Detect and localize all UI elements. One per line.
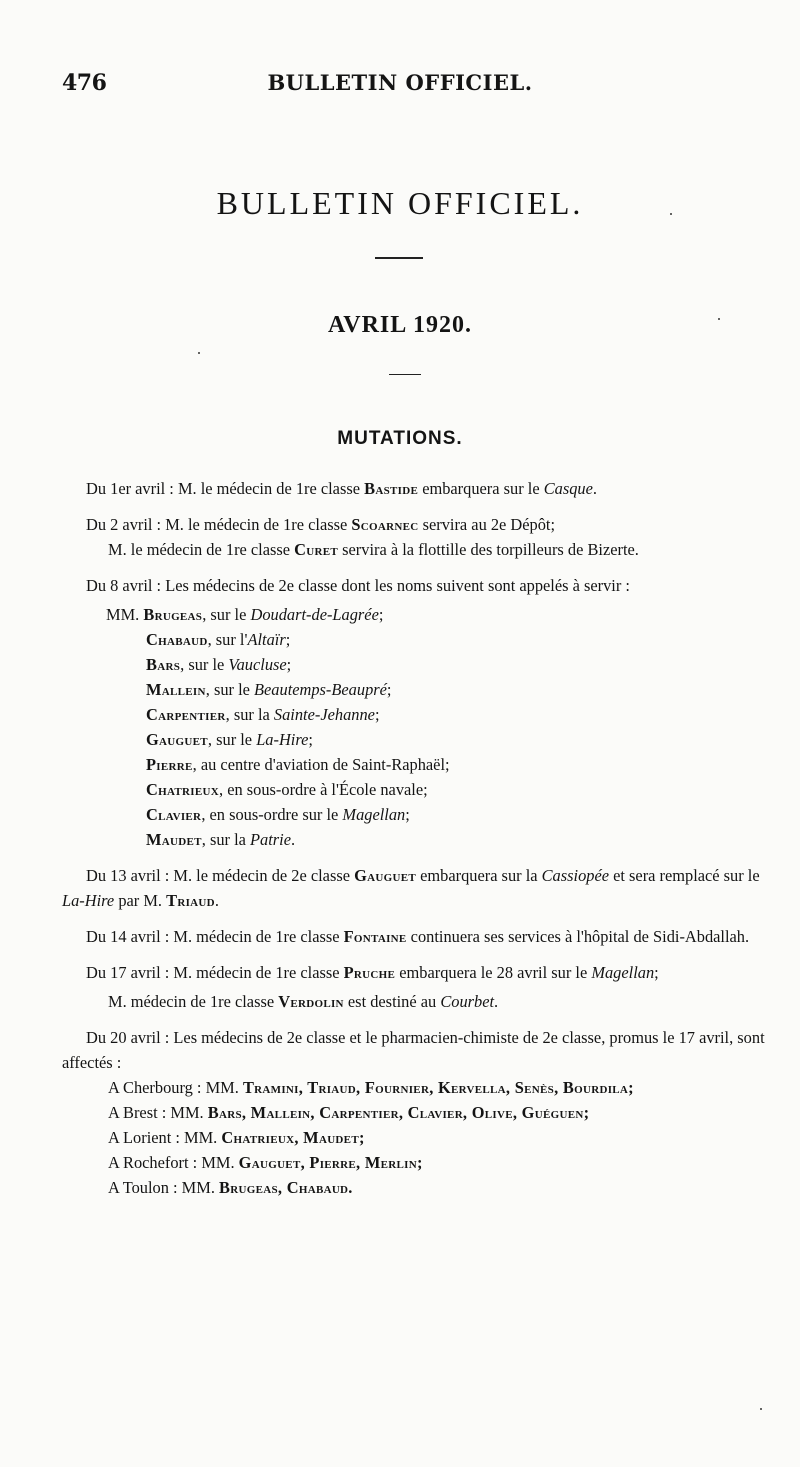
list-item: Pierre, au centre d'aviation de Saint-Raphaël; bbox=[146, 755, 450, 774]
mutations-list bbox=[62, 476, 767, 1200]
print-speck bbox=[670, 213, 672, 215]
running-title: BULLETIN OFFICIEL. bbox=[267, 70, 533, 95]
list-item: Clavier, en sous-ordre sur le Magellan; bbox=[146, 805, 410, 824]
section-title: MUTATIONS. bbox=[337, 428, 463, 449]
entry-14-april: Du 14 avril : M. médecin de 1re classe Fontaine continuera ses services à l'hôpital de Sidi-Abdallah. bbox=[86, 927, 750, 946]
entry-20-april: Du 20 avril : Les médecins de 2e classe et le pharmacien-chimiste de 2e classe, promus le 17 avril, sont affectés : bbox=[62, 1028, 765, 1072]
page-number: 476 bbox=[62, 70, 107, 96]
date-divider bbox=[389, 374, 421, 375]
port-rochefort: A Rochefort : MM. Gauguet, Pierre, Merlin; bbox=[108, 1153, 423, 1172]
date-title: AVRIL 1920. bbox=[328, 312, 472, 338]
entry-13-april: Du 13 avril : M. le médecin de 2e classe Gauguet embarquera sur la Cassiopée et sera remplacé sur le La-Hire par M. Triaud. bbox=[62, 866, 760, 910]
list-item: Chatrieux, en sous-ordre à l'École navale; bbox=[146, 780, 428, 799]
entry-8-april: Du 8 avril : Les médecins de 2e classe dont les noms suivent sont appelés à servir : bbox=[86, 576, 630, 595]
entry-1-april: Du 1er avril : M. le médecin de 1re classe Bastide embarquera sur le Casque. bbox=[86, 479, 597, 498]
entry-2-april: Du 2 avril : M. le médecin de 1re classe Scoarnec servira au 2e Dépôt; bbox=[86, 515, 556, 534]
entry-17-april-second: M. médecin de 1re classe Verdolin est destiné au Courbet. bbox=[108, 992, 499, 1011]
assignment-list bbox=[106, 602, 767, 852]
port-cherbourg: A Cherbourg : MM. Tramini, Triaud, Fournier, Kervella, Senès, Bourdila; bbox=[108, 1078, 634, 1097]
port-brest: A Brest : MM. Bars, Mallein, Carpentier, Clavier, Olive, Guéguen; bbox=[108, 1103, 590, 1122]
print-speck bbox=[718, 318, 720, 320]
running-header bbox=[62, 70, 738, 100]
title-divider bbox=[375, 257, 423, 259]
port-toulon: A Toulon : MM. Brugeas, Chabaud. bbox=[108, 1178, 353, 1197]
print-speck bbox=[760, 1408, 762, 1410]
bulletin-title: BULLETIN OFFICIEL. bbox=[216, 185, 584, 221]
list-item: Carpentier, sur la Sainte-Jehanne; bbox=[146, 705, 380, 724]
entry-17-april: Du 17 avril : M. médecin de 1re classe Pruche embarquera le 28 avril sur le Magellan; bbox=[86, 963, 659, 982]
list-item: Bars, sur le Vaucluse; bbox=[146, 655, 292, 674]
port-lorient: A Lorient : MM. Chatrieux, Maudet; bbox=[108, 1128, 365, 1147]
list-item: Gauguet, sur le La-Hire; bbox=[146, 730, 313, 749]
list-item: Chabaud, sur l'Altaïr; bbox=[146, 630, 291, 649]
list-item: MM. Brugeas, sur le Doudart-de-Lagrée; bbox=[106, 605, 384, 624]
entry-2-april-second: M. le médecin de 1re classe Curet servira à la flottille des torpilleurs de Bizerte. bbox=[108, 540, 639, 559]
print-speck bbox=[198, 352, 200, 354]
list-item: Mallein, sur le Beautemps-Beaupré; bbox=[146, 680, 392, 699]
list-item: Maudet, sur la Patrie. bbox=[146, 830, 296, 849]
port-assignments bbox=[62, 1075, 767, 1200]
